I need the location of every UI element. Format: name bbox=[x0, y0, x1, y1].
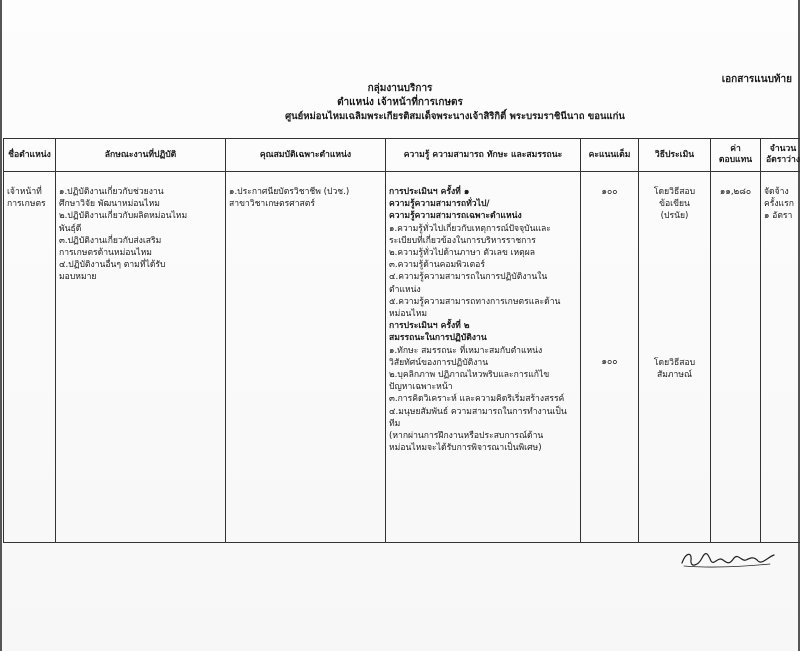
competency-line: ๑.ความรู้ทั่วไปเกี่ยวกับเหตุการณ์ปัจจุบันและ bbox=[389, 223, 551, 234]
assessment-2-title: การประเมินฯ ครั้งที่ ๒ bbox=[389, 321, 470, 332]
method-2-line: โดยวิธีสอบ bbox=[653, 357, 696, 368]
competency-line: วิสัยทัศน์ของการปฏิบัติงาน bbox=[389, 357, 489, 368]
competency-line: หม่อนไหม bbox=[389, 309, 428, 320]
col-header-method: วิธีประเมิน bbox=[639, 139, 711, 172]
col-header-compensation: ค่าตอบแทน bbox=[711, 139, 761, 172]
duty-line: มอบหมาย bbox=[59, 272, 97, 283]
competency-line: ๕.ความรู้ความสามารถทางการเกษตรและด้าน bbox=[389, 296, 561, 307]
competency-line: ๔.ความรู้ความสามารถในการปฏิบัติงานใน bbox=[389, 272, 548, 283]
table-row bbox=[4, 172, 800, 543]
assessment-2-subtitle: สมรรถนะในการปฏิบัติงาน bbox=[389, 333, 487, 344]
duty-line: พันธุ์ดี bbox=[59, 223, 82, 234]
document-header bbox=[0, 82, 800, 124]
competency-line: ทีม bbox=[389, 418, 401, 429]
col-header-competency: ความรู้ ความสามารถ ทักษะ และสมรรถนะ bbox=[386, 139, 581, 172]
cell-qualifications bbox=[226, 172, 386, 543]
competency-line: ๑.ทักษะ สมรรถนะ ที่เหมาะสมกับตำแหน่ง bbox=[389, 345, 543, 356]
qualification-line: สาขาวิชาเกษตรศาสตร์ bbox=[229, 199, 315, 210]
assessment-1-title: การประเมินฯ ครั้งที่ ๑ bbox=[389, 187, 470, 197]
duty-line: ๓.ปฏิบัติงานเกี่ยวกับส่งเสริม bbox=[59, 235, 162, 246]
duty-line: ๒.ปฏิบัติงานเกี่ยวกับผลิตหม่อนไหม bbox=[59, 211, 188, 222]
vacancy-line: ๑ อัตรา bbox=[764, 211, 793, 222]
cell-vacancies bbox=[761, 172, 800, 543]
col-header-position: ชื่อตำแหน่ง bbox=[4, 139, 56, 172]
cell-competency bbox=[386, 172, 581, 543]
recruitment-table bbox=[3, 138, 800, 543]
duty-line: ๑.ปฏิบัติงานเกี่ยวกับช่วยงาน bbox=[59, 187, 164, 197]
competency-line: ๒.ความรู้ทั่วไปด้านภาษา ตัวเลข เหตุผล bbox=[389, 248, 536, 259]
method-2-line: สัมภาษณ์ bbox=[656, 369, 693, 380]
duty-line: การเกษตรด้านหม่อนไหม bbox=[59, 248, 152, 259]
compensation-value: ๑๑,๒๘๐ bbox=[719, 187, 752, 197]
header-organization: ศูนย์หม่อนไหมเฉลิมพระเกียรติสมเด็จพระนางเจ้าสิริกิติ์ พระบรมราชินีนาถ ขอนแก่น bbox=[285, 111, 625, 122]
col-header-vacancies: จำนวนอัตราว่าง bbox=[761, 139, 800, 172]
assessment-1-subtitle: ความรู้ความสามารถทั่วไป/ bbox=[389, 199, 490, 210]
score-1: ๑๐๐ bbox=[601, 187, 618, 197]
col-header-qualifications: คุณสมบัติเฉพาะตำแหน่ง bbox=[226, 139, 386, 172]
position-line: เจ้าหน้าที่ bbox=[7, 187, 42, 197]
cell-method bbox=[639, 172, 711, 543]
competency-line: ระเบียบที่เกี่ยวข้องในการบริหารราชการ bbox=[389, 235, 536, 246]
method-1-line: ข้อเขียน bbox=[659, 199, 690, 210]
score-2: ๑๐๐ bbox=[601, 357, 618, 368]
competency-line: (หากผ่านการฝึกงานหรือประสบการณ์ด้าน bbox=[389, 431, 544, 442]
table-header-row bbox=[4, 139, 800, 172]
cell-duties bbox=[56, 172, 226, 543]
competency-line: ๓.การคิดวิเคราะห์ และความคิดริเริ่มสร้างสรรค์ bbox=[389, 394, 565, 405]
cell-full-score bbox=[581, 172, 639, 543]
col-header-full-score: คะแนนเต็ม bbox=[581, 139, 639, 172]
vacancy-line: ครั้งแรก bbox=[764, 199, 794, 210]
cell-compensation bbox=[711, 172, 761, 543]
competency-line: ปัญหาเฉพาะหน้า bbox=[389, 382, 453, 393]
method-1-line: โดยวิธีสอบ bbox=[653, 187, 696, 197]
handwritten-signature bbox=[678, 548, 778, 570]
competency-line: ตำแหน่ง bbox=[389, 284, 421, 295]
assessment-1-subtitle: ความรู้ความสามารถเฉพาะตำแหน่ง bbox=[389, 211, 522, 222]
duty-line: ๔.ปฏิบัติงานอื่นๆ ตามที่ได้รับ bbox=[59, 260, 166, 271]
competency-line: ๔.มนุษยสัมพันธ์ ความสามารถในการทำงานเป็น bbox=[389, 406, 567, 417]
header-division: กลุ่มงานบริการ bbox=[367, 83, 433, 94]
duty-line: ศึกษาวิจัย พัฒนาหม่อนไหม bbox=[59, 199, 160, 210]
method-1-line: (ปรนัย) bbox=[660, 211, 689, 222]
position-line: การเกษตร bbox=[7, 199, 46, 210]
vacancy-line: จัดจ้าง bbox=[764, 187, 789, 197]
competency-line: ๒.บุคลิกภาพ ปฏิภาณไหวพริบและการแก้ไข bbox=[389, 370, 550, 381]
competency-line: หม่อนไหมจะได้รับการพิจารณาเป็นพิเศษ) bbox=[389, 443, 542, 454]
cell-position bbox=[4, 172, 56, 543]
col-header-duties: ลักษณะงานที่ปฏิบัติ bbox=[56, 139, 226, 172]
competency-line: ๓.ความรู้ด้านคอมพิวเตอร์ bbox=[389, 260, 485, 271]
attachment-label: เอกสารแนบท้าย bbox=[721, 74, 792, 85]
qualification-line: ๑.ประกาศนียบัตรวิชาชีพ (ปวช.) bbox=[229, 187, 350, 197]
header-position: ตำแหน่ง เจ้าหน้าที่การเกษตร bbox=[337, 97, 463, 108]
